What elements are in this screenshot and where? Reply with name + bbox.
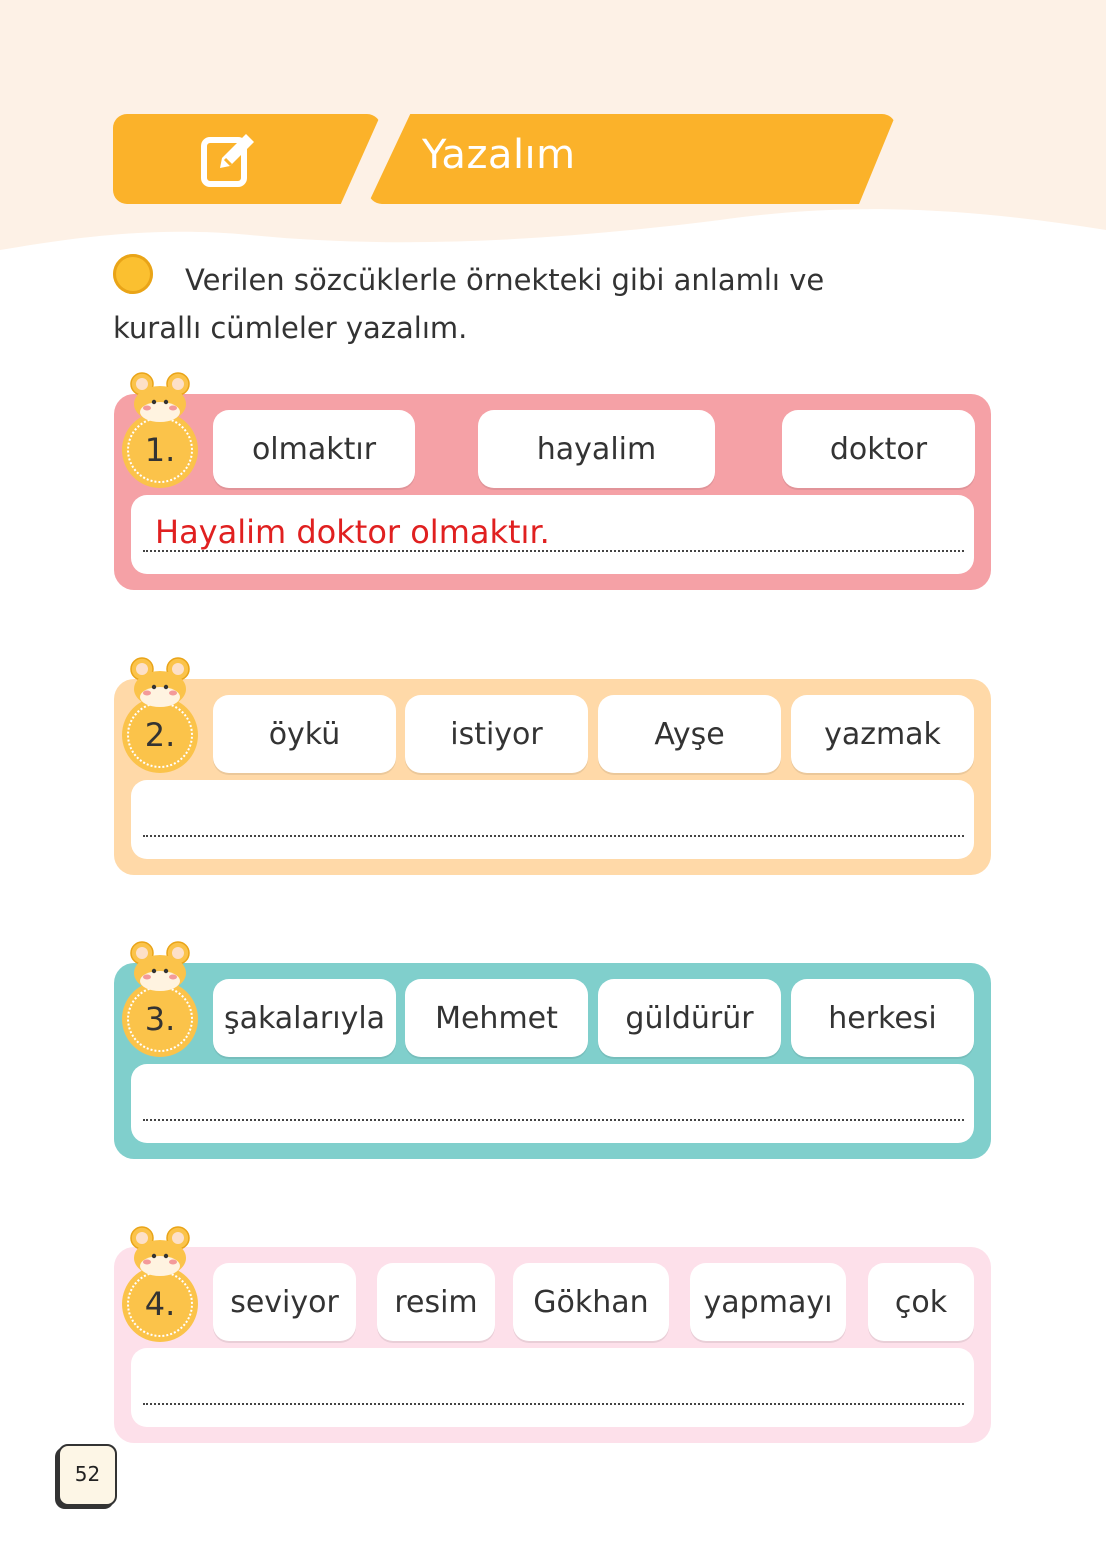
word-card[interactable]: şakalarıyla: [213, 979, 396, 1057]
word-card[interactable]: hayalim: [478, 410, 715, 488]
answer-field[interactable]: [131, 1064, 974, 1143]
word-card[interactable]: çok: [868, 1263, 974, 1341]
word-card[interactable]: seviyor: [213, 1263, 356, 1341]
exercise-3-panel: [114, 963, 991, 1159]
writing-line: [143, 835, 964, 837]
word-card[interactable]: Ayşe: [598, 695, 781, 773]
word-card[interactable]: öykü: [213, 695, 396, 773]
hamster-mascot-icon: [128, 939, 192, 991]
exercise-2-panel: [114, 679, 991, 875]
exercise-1-panel: [114, 394, 991, 590]
example-answer: Hayalim doktor olmaktır.: [155, 513, 550, 551]
answer-field[interactable]: [131, 1348, 974, 1427]
hamster-mascot-icon: [128, 370, 192, 422]
word-card[interactable]: doktor: [782, 410, 975, 488]
word-card[interactable]: istiyor: [405, 695, 588, 773]
word-card[interactable]: yapmayı: [690, 1263, 846, 1341]
exercise-number: 2.: [144, 716, 176, 754]
page-number: 52: [74, 1462, 101, 1486]
edit-pencil-icon: [198, 128, 260, 190]
exercise-number: 3.: [144, 1000, 176, 1038]
writing-line: [143, 550, 964, 552]
answer-field[interactable]: [131, 780, 974, 859]
number-badge: [122, 981, 198, 1057]
word-card[interactable]: Mehmet: [405, 979, 588, 1057]
page-title: Yazalım: [422, 132, 576, 178]
word-card[interactable]: resim: [377, 1263, 495, 1341]
exercise-number: 4.: [144, 1285, 176, 1323]
word-card[interactable]: güldürür: [598, 979, 781, 1057]
word-card[interactable]: Gökhan: [513, 1263, 669, 1341]
hamster-mascot-icon: [128, 1224, 192, 1276]
number-badge: [122, 1266, 198, 1342]
instruction-text: Verilen sözcüklerle örnekteki gibi anlamlı ve kurallı cümleler yazalım.: [113, 263, 825, 345]
exercise-4-panel: [114, 1247, 991, 1443]
word-card[interactable]: herkesi: [791, 979, 974, 1057]
writing-line: [143, 1403, 964, 1405]
hamster-mascot-icon: [128, 655, 192, 707]
word-card[interactable]: olmaktır: [213, 410, 415, 488]
exercise-number: 1.: [144, 431, 176, 469]
number-badge: [122, 697, 198, 773]
word-card[interactable]: yazmak: [791, 695, 974, 773]
number-badge: [122, 412, 198, 488]
answer-field[interactable]: [131, 495, 974, 574]
page-number-badge: [58, 1444, 117, 1506]
writing-line: [143, 1119, 964, 1121]
